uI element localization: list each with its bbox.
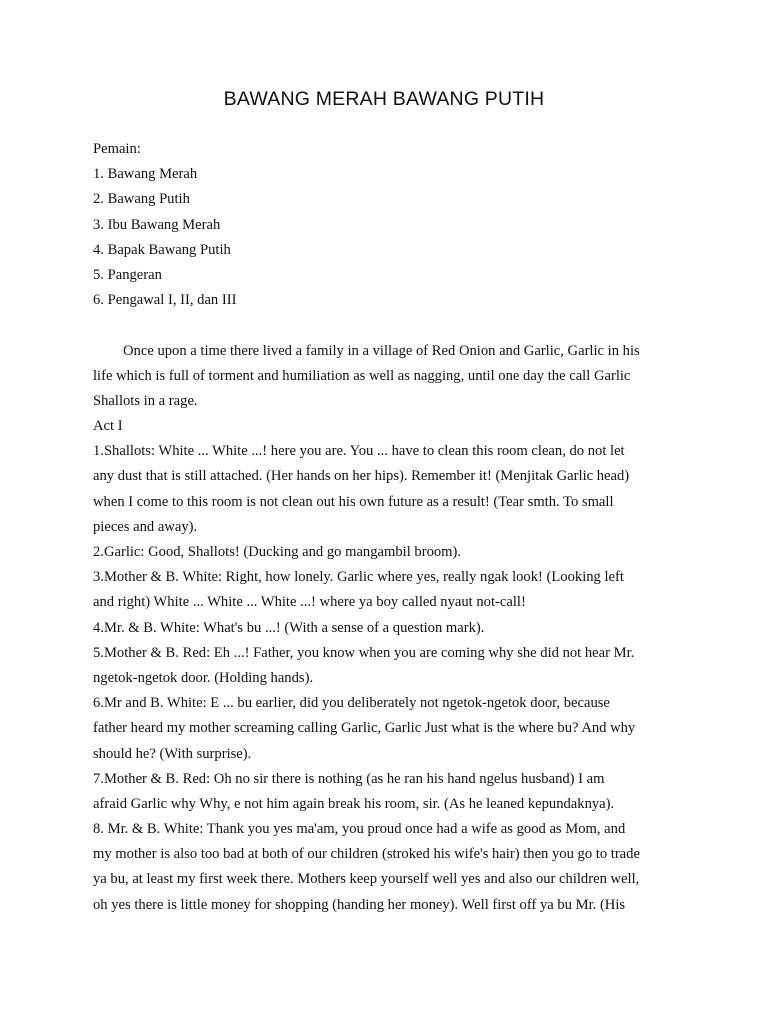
cast-item: 1. Bawang Merah [93,166,198,183]
dialogue-line: any dust that is still attached. (Her hands on her hips). Remember it! (Menjitak Garlic head) [93,468,630,485]
document-title: BAWANG MERAH BAWANG PUTIH [223,88,545,110]
dialogue-line: father heard my mother screaming calling Garlic, Garlic Just what is the where bu? And why [93,720,636,737]
dialogue-line: ya bu, at least my first week there. Mothers keep yourself well yes and also our children well, [93,871,640,888]
dialogue-line: should he? (With surprise). [93,745,252,762]
dialogue-line: 3.Mother & B. White: Right, how lonely. Garlic where yes, really ngak look! (Looking left [93,569,624,586]
dialogue-line: 4.Mr. & B. White: What's bu ...! (With a sense of a question mark). [93,619,485,636]
dialogue-line: 6.Mr and B. White: E ... bu earlier, did you deliberately not ngetok-ngetok door, because [93,695,610,712]
act-heading: Act I [93,418,123,435]
cast-item: 4. Bapak Bawang Putih [93,241,231,258]
cast-item: 2. Bawang Putih [93,191,190,208]
dialogue-line: afraid Garlic why Why, e not him again break his room, sir. (As he leaned kepundaknya). [93,795,615,812]
intro-line: Once upon a time there lived a family in a village of Red Onion and Garlic, Garlic in his [123,342,640,359]
cast-item: 5. Pangeran [93,266,162,283]
dialogue-line: 8. Mr. & B. White: Thank you yes ma'am, you proud once had a wife as good as Mom, and [93,821,626,838]
cast-heading: Pemain: [93,141,141,157]
intro-line: Shallots in a rage. [93,392,198,409]
cast-item: 6. Pengawal I, II, dan III [93,292,237,309]
dialogue-line: my mother is also too bad at both of our children (stroked his wife's hair) then you go to trade [93,846,640,863]
dialogue-line: 7.Mother & B. Red: Oh no sir there is nothing (as he ran his hand ngelus husband) I am [93,770,605,787]
dialogue-line: oh yes there is little money for shopping (handing her money). Well first off ya bu Mr. (His [93,896,626,913]
dialogue-line: 1.Shallots: White ... White ...! here you are. You ... have to clean this room clean, do not let [93,443,625,460]
dialogue-line: ngetok-ngetok door. (Holding hands). [93,669,314,686]
dialogue-line: 5.Mother & B. Red: Eh ...! Father, you know when you are coming why she did not hear Mr. [93,644,635,661]
dialogue-line: pieces and away). [93,518,198,535]
cast-item: 3. Ibu Bawang Merah [93,216,221,233]
dialogue-line: 2.Garlic: Good, Shallots! (Ducking and go mangambil broom). [93,544,462,560]
dialogue-line: when I come to this room is not clean out his own future as a result! (Tear smth. To small [93,493,614,510]
document-body [93,137,683,918]
dialogue-line: and right) White ... White ... White ...! where ya boy called nyaut not-call! [93,594,526,611]
paragraph-gap [93,313,683,338]
intro-line: life which is full of torment and humiliation as well as nagging, until one day the call Garlic [93,367,631,384]
